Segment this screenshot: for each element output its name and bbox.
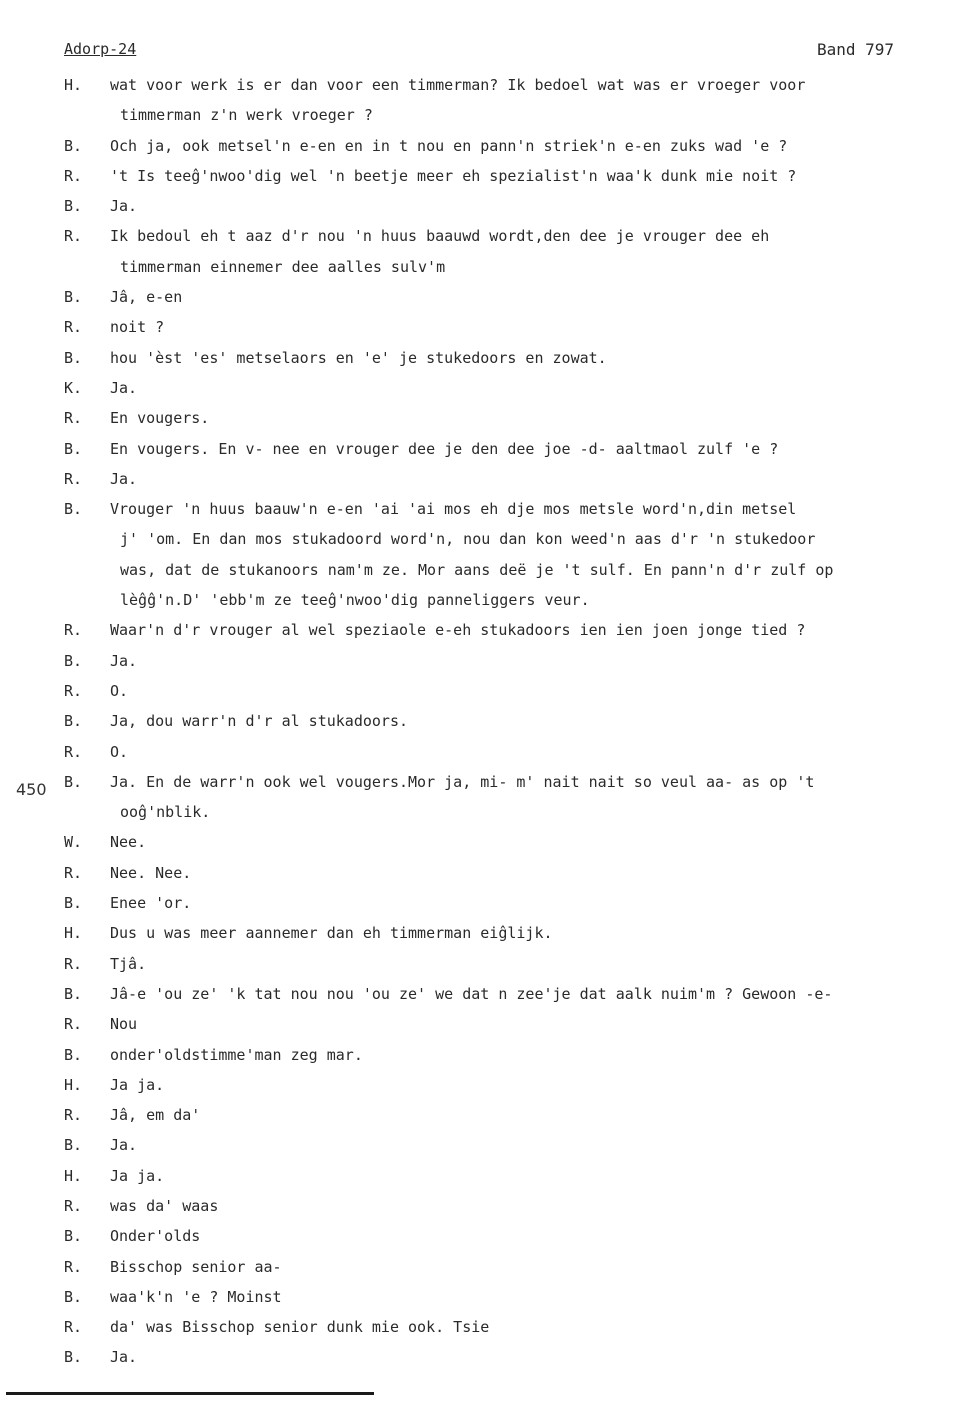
- transcript-line: [64, 343, 964, 373]
- utterance-text: wat voor werk is er dan voor een timmerman? Ik bedoel wat was er vroeger voor: [110, 76, 806, 94]
- transcript-line: [64, 524, 964, 554]
- speaker-label: R.: [64, 318, 83, 337]
- transcript-line: [64, 555, 964, 585]
- utterance-text: O.: [110, 742, 129, 761]
- transcript-line: [64, 282, 964, 312]
- transcript-line: [64, 858, 964, 888]
- speaker-label: B.: [64, 772, 83, 791]
- utterance-text: Jâ-e 'ou ze' 'k tat nou nou 'ou ze' we dat n zee'je dat aalk nuim'm ? Gewoon -e-: [110, 984, 833, 1003]
- utterance-text: was da' waas: [110, 1196, 219, 1215]
- speaker-label: R.: [64, 469, 83, 488]
- transcript-line: [64, 464, 964, 494]
- document-id: Adorp-24: [64, 40, 137, 58]
- transcript-line: [64, 1070, 964, 1100]
- utterance-text: timmerman einnemer dee aalles sulv'm: [120, 257, 446, 276]
- utterance-text: Nee. Nee.: [110, 863, 192, 882]
- utterance-text: Onder'olds: [110, 1227, 201, 1246]
- utterance-text: Ja ja.: [110, 1075, 165, 1094]
- tape-number: Band 797: [816, 40, 894, 59]
- utterance-text: onder'oldstimme'man zeg mar.: [110, 1045, 363, 1064]
- utterance-text: timmerman z'n werk vroeger ?: [120, 106, 373, 125]
- utterance-text: Ja.: [110, 378, 138, 397]
- speaker-label: B.: [64, 712, 83, 731]
- utterance-text: Tjâ.: [110, 954, 147, 973]
- speaker-label: R.: [64, 742, 83, 761]
- utterance-text: Ja.: [110, 1348, 138, 1367]
- transcript-line: [64, 979, 964, 1009]
- transcript-line: [64, 373, 964, 403]
- speaker-label: R.: [64, 166, 83, 185]
- transcript-line: [64, 1191, 964, 1221]
- transcript-line: [64, 585, 964, 615]
- speaker-label: R.: [64, 863, 83, 882]
- utterance-text: Ja.: [110, 197, 138, 216]
- speaker-label: B.: [64, 288, 83, 307]
- utterance-text: Ja.: [110, 469, 138, 488]
- speaker-label: B.: [64, 197, 83, 216]
- utterance-text: 't Is teeĝ'nwoo'dig wel 'n beetje meer eh spezialist'n waa'k dunk mie noit ?: [110, 166, 797, 185]
- transcript-line: [64, 191, 964, 221]
- speaker-label: B.: [64, 1227, 83, 1246]
- transcript-line: [64, 646, 964, 676]
- transcript-line: [64, 434, 964, 464]
- utterance-text: Dus u was meer aannemer dan eh timmerman eiĝlijk.: [110, 924, 553, 943]
- speaker-label: B.: [64, 1045, 83, 1064]
- transcript-line: [64, 797, 964, 827]
- speaker-label: K.: [64, 378, 83, 397]
- transcript-line: [64, 161, 964, 191]
- utterance-text: j' 'om. En dan mos stukadoord word'n, nou dan kon weed'n aas d'r 'n stukedoor: [120, 530, 816, 549]
- transcript-line: [64, 615, 964, 645]
- speaker-label: B.: [64, 651, 83, 670]
- utterance-text: Ja, dou warr'n d'r al stukadoors.: [110, 712, 409, 731]
- transcript-line: [64, 888, 964, 918]
- utterance-text: Jâ, em da': [110, 1106, 201, 1125]
- transcript-line: [64, 1009, 964, 1039]
- transcript-line: [64, 1312, 964, 1342]
- transcript-line: [64, 252, 964, 282]
- speaker-label: R.: [64, 681, 83, 700]
- utterance-text: Ja ja.: [110, 1166, 165, 1185]
- speaker-label: B.: [64, 1348, 83, 1367]
- speaker-label: H.: [64, 76, 83, 94]
- speaker-label: B.: [64, 1136, 83, 1155]
- speaker-label: H.: [64, 1075, 83, 1094]
- utterance-text: Nou: [110, 1015, 138, 1034]
- speaker-label: B.: [64, 894, 83, 913]
- speaker-label: B.: [64, 1287, 83, 1306]
- utterance-text: ooĝ'nblik.: [120, 803, 211, 822]
- speaker-label: W.: [64, 833, 83, 852]
- transcript-line: [64, 676, 964, 706]
- utterance-text: waa'k'n 'e ? Moinst: [110, 1287, 282, 1306]
- transcript-line: [64, 312, 964, 342]
- speaker-label: R.: [64, 1106, 83, 1125]
- transcript-line: [64, 706, 964, 736]
- speaker-label: R.: [64, 1196, 83, 1215]
- utterance-text: noit ?: [110, 318, 165, 337]
- utterance-text: hou 'èst 'es' metselaors en 'e' je stukedoors en zowat.: [110, 348, 607, 367]
- speaker-label: B.: [64, 439, 83, 458]
- utterance-text: Waar'n d'r vrouger al wel speziaole e-eh stukadoors ien ien joen jonge tied ?: [110, 621, 806, 640]
- speaker-label: H.: [64, 1166, 83, 1185]
- transcript-line: [64, 100, 964, 130]
- transcript-line: [64, 403, 964, 433]
- transcript-line: [64, 1100, 964, 1130]
- utterance-text: da' was Bisschop senior dunk mie ook. Tsie: [110, 1318, 490, 1337]
- speaker-label: R.: [64, 227, 83, 246]
- transcript-body: [64, 70, 964, 1373]
- utterance-text: En vougers.: [110, 409, 210, 428]
- speaker-label: R.: [64, 409, 83, 428]
- speaker-label: R.: [64, 621, 83, 640]
- speaker-label: B.: [64, 348, 83, 367]
- speaker-label: B.: [64, 984, 83, 1003]
- speaker-label: R.: [64, 1015, 83, 1034]
- transcript-line: [64, 1130, 964, 1160]
- utterance-text: Jâ, e-en: [110, 288, 183, 307]
- transcript-line: [64, 949, 964, 979]
- transcript-line: [64, 1342, 964, 1372]
- utterance-text: Enee 'or.: [110, 894, 192, 913]
- speaker-label: B.: [64, 500, 83, 519]
- speaker-label: R.: [64, 1318, 83, 1337]
- utterance-text: lèĝĝ'n.D' 'ebb'm ze teeĝ'nwoo'dig panneliggers veur.: [120, 591, 590, 610]
- transcript-line: [64, 767, 964, 797]
- transcript-line: [64, 737, 964, 767]
- speaker-label: R.: [64, 954, 83, 973]
- transcript-line: [64, 918, 964, 948]
- transcript-line: [64, 70, 964, 100]
- utterance-text: Bisschop senior aa-: [110, 1257, 282, 1276]
- utterance-text: Ja.: [110, 651, 138, 670]
- utterance-text: Ja. En de warr'n ook wel vougers.Mor ja, mi- m' nait nait so veul aa- as op 't: [110, 772, 815, 791]
- utterance-text: was, dat de stukanoors nam'm ze. Mor aans deë je 't sulf. En pann'n d'r zulf op: [120, 560, 834, 579]
- utterance-text: Ja.: [110, 1136, 138, 1155]
- utterance-text: Ik bedoul eh t aaz d'r nou 'n huus baauwd wordt,den dee je vrouger dee eh: [110, 227, 770, 246]
- utterance-text: En vougers. En v- nee en vrouger dee je den dee joe -d- aaltmaol zulf 'e ?: [110, 439, 779, 458]
- transcript-line: [64, 131, 964, 161]
- transcript-line: [64, 1282, 964, 1312]
- utterance-text: Och ja, ook metsel'n e-en en in t nou en pann'n striek'n e-en zuks wad 'e ?: [110, 136, 788, 155]
- transcript-line: [64, 221, 964, 251]
- utterance-text: Vrouger 'n huus baauw'n e-en 'ai 'ai mos eh dje mos metsle word'n,din metsel: [110, 500, 797, 519]
- transcript-line: [64, 1221, 964, 1251]
- utterance-text: Nee.: [110, 833, 147, 852]
- speaker-label: R.: [64, 1257, 83, 1276]
- margin-counter: 450: [16, 780, 47, 799]
- transcript-line: [64, 1252, 964, 1282]
- speaker-label: H.: [64, 924, 83, 943]
- transcript-line: [64, 1040, 964, 1070]
- speaker-label: B.: [64, 136, 83, 155]
- bottom-rule: [6, 1392, 374, 1395]
- utterance-text: O.: [110, 681, 129, 700]
- transcript-line: [64, 494, 964, 524]
- transcript-line: [64, 1161, 964, 1191]
- transcript-line: [64, 827, 964, 857]
- page-header: [64, 40, 894, 70]
